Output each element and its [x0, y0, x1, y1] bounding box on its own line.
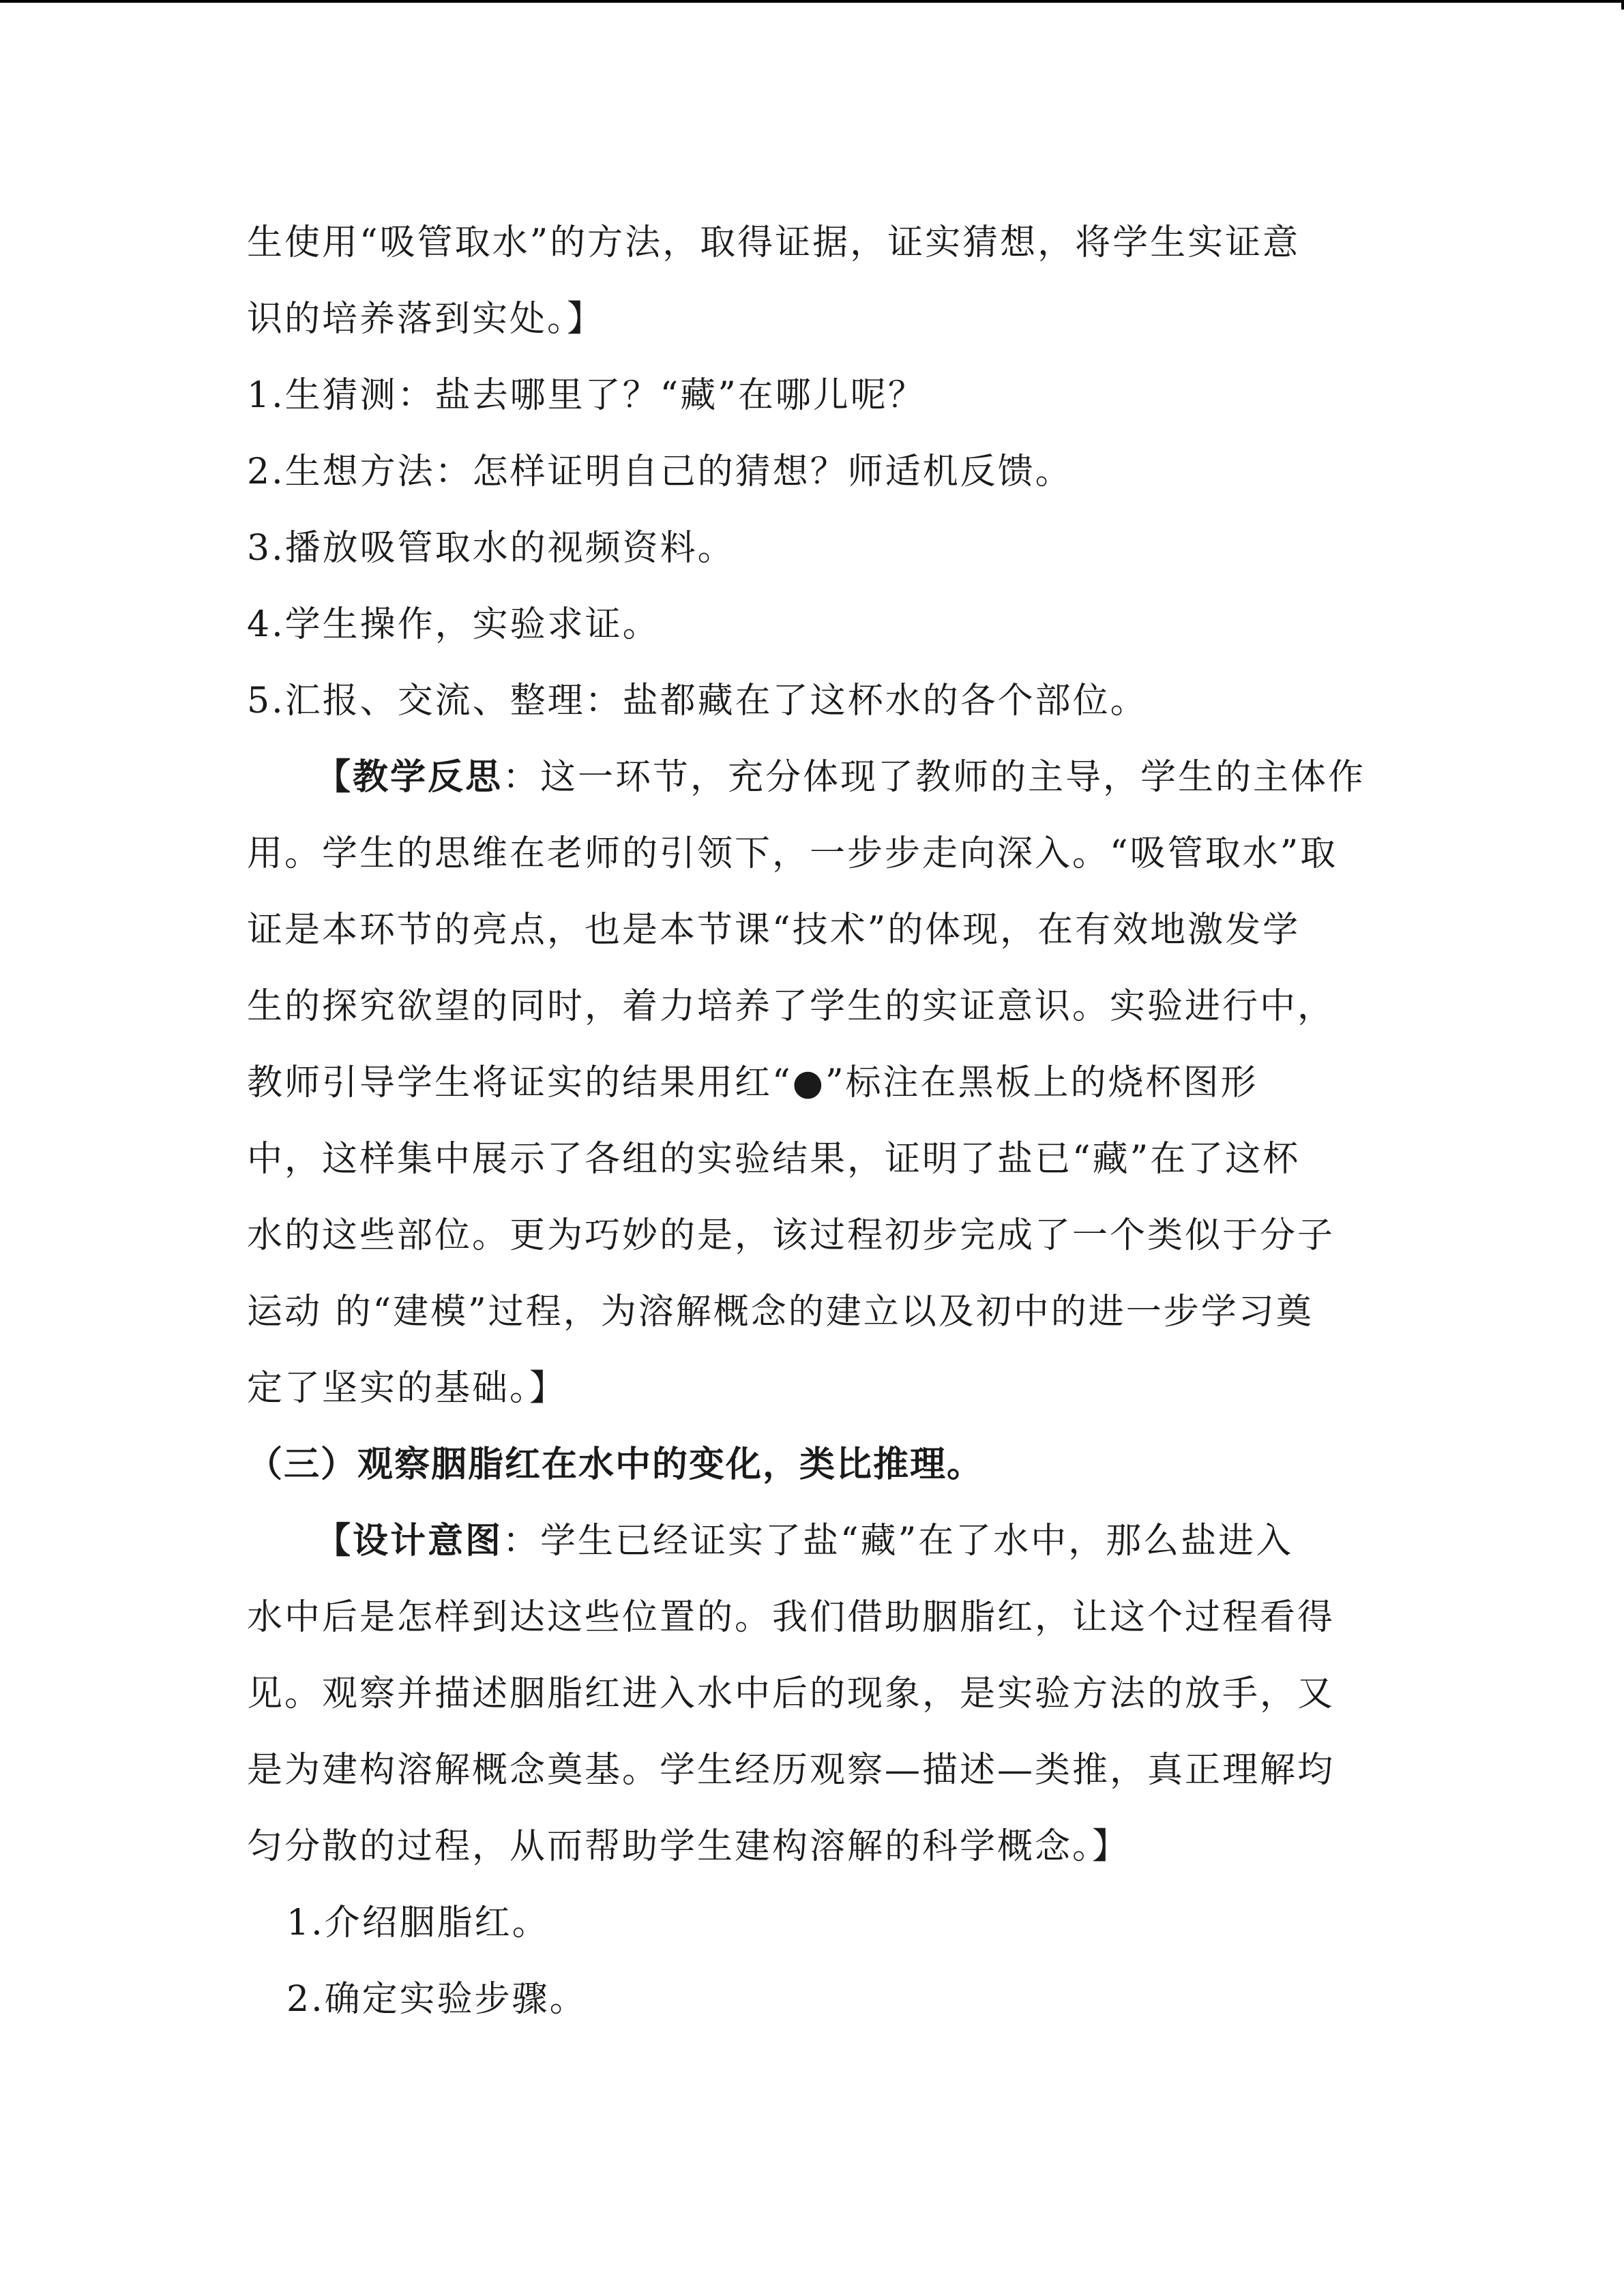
section-heading: （三）观察胭脂红在水中的变化，类比推理。: [247, 1444, 984, 1485]
reflection-line-4: 生的探究欲望的同时，着力培养了学生的实证意识。实验进行中，: [247, 986, 1335, 1027]
design-line-5: 匀分散的过程，从而帮助学生建构溶解的科学概念。】: [247, 1826, 1130, 1867]
reflection-line-1: [247, 739, 1383, 816]
page-top-border: [0, 0, 1624, 3]
reflection-line-6: 中，这样集中展示了各组的实验结果，证明了盐已“藏”在了这杯: [247, 1139, 1301, 1180]
design-line-2: 水中后是怎样到达这些位置的。我们借助胭脂红，让这个过程看得: [247, 1597, 1335, 1638]
step-2-2: 2.确定实验步骤。: [286, 1979, 587, 2020]
step-2-1: 1.介绍胭脂红。: [286, 1903, 550, 1943]
step-1-4: 4.学生操作，实验求证。: [247, 604, 660, 645]
intro-line-2: 识的培养落到实处。】: [247, 299, 605, 340]
document-body: [247, 205, 1383, 2038]
reflection-line-9: 定了坚实的基础。】: [247, 1368, 567, 1409]
step-1-5: 5.汇报、交流、整理：盐都藏在了这杯水的各个部位。: [247, 681, 1148, 721]
design-label: 【设计意图: [315, 1520, 503, 1562]
step-1-1: 1.生猜测：盐去哪里了？“藏”在哪儿呢？: [247, 375, 926, 416]
design-line-1: [247, 1503, 1383, 1579]
intro-line-1: 生使用“吸管取水”的方法，取得证据，证实猜想，将学生实证意: [247, 222, 1301, 263]
step-1-3: 3.播放吸管取水的视频资料。: [247, 528, 735, 569]
reflection-first-line: ：这一环节，充分体现了教师的主导，学生的主体作: [503, 757, 1366, 798]
reflection-line-7: 水的这些部位。更为巧妙的是，该过程初步完成了一个类似于分子: [247, 1215, 1335, 1256]
design-first-line: ：学生已经证实了盐“藏”在了水中，那么盐进入: [503, 1521, 1294, 1562]
reflection-line-8: 运动 的“建模”过程，为溶解概念的建立以及初中的进一步学习奠: [247, 1292, 1314, 1332]
reflection-line-3: 证是本环节的亮点，也是本节课“技术”的体现，在有效地激发学: [247, 910, 1301, 951]
reflection-line-5: 教师引导学生将证实的结果用红“●”标注在黑板上的烧杯图形: [247, 1062, 1258, 1103]
design-line-4: 是为建构溶解概念奠基。学生经历观察—描述—类推，真正理解均: [247, 1750, 1335, 1791]
step-1-2: 2.生想方法：怎样证明自己的猜想？师适机反馈。: [247, 451, 1073, 492]
design-line-3: 见。观察并描述胭脂红进入水中后的现象，是实验方法的放手，又: [247, 1673, 1335, 1714]
reflection-label: 【教学反思: [315, 756, 503, 798]
reflection-line-2: 用。学生的思维在老师的引领下，一步步走向深入。“吸管取水”取: [247, 833, 1338, 874]
page-corner-mark: [1621, 0, 1624, 10]
